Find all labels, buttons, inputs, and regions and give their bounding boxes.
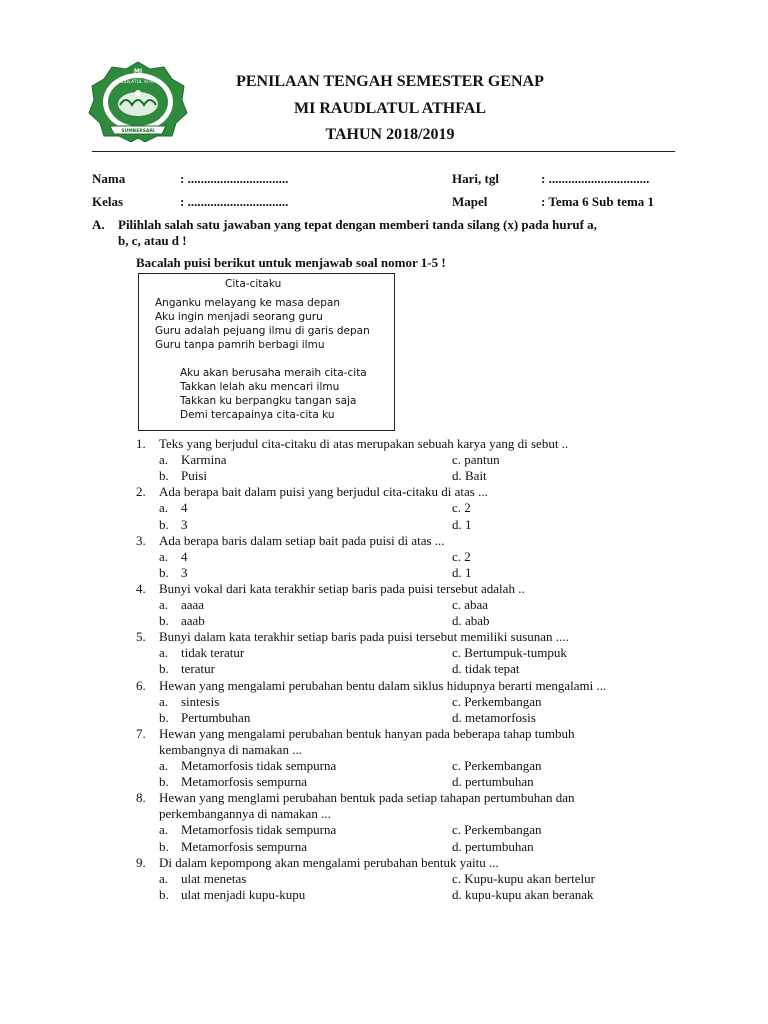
section-letter: A. bbox=[92, 217, 105, 232]
logo-ribbon-text: SUMBERSARI bbox=[121, 129, 155, 134]
option-b-marker[interactable]: b. bbox=[159, 564, 169, 580]
option-a[interactable]: tidak teratur bbox=[181, 645, 245, 661]
logo-arc-text: RAUDLATUL ATHFAL bbox=[115, 80, 161, 85]
hari-field[interactable]: : ............................... bbox=[541, 171, 650, 186]
option-a-marker[interactable]: a. bbox=[159, 758, 169, 773]
nama-label: Nama bbox=[92, 171, 126, 186]
question-text: Bunyi vokal dari kata terakhir setiap baris pada puisi tersebut adalah .. bbox=[159, 580, 525, 596]
option-d[interactable]: d. abab bbox=[452, 613, 490, 629]
option-b[interactable]: Puisi bbox=[181, 468, 208, 484]
option-b[interactable]: 3 bbox=[181, 564, 188, 580]
header-divider bbox=[92, 151, 675, 152]
question-text: Ada berapa bait dalam puisi yang berjudul cita-citaku di atas ... bbox=[159, 484, 488, 500]
question-number: 3. bbox=[136, 532, 146, 548]
question-number: 6. bbox=[136, 677, 146, 693]
option-a-marker[interactable]: a. bbox=[159, 693, 169, 709]
option-d[interactable]: d. Bait bbox=[452, 468, 487, 484]
question-text: Hewan yang mengalami perubahan bentuk hanyan pada beberapa tahap tumbuh bbox=[159, 725, 575, 741]
poem-line: Demi tercapainya cita-cita ku bbox=[180, 409, 335, 421]
option-a-marker[interactable]: a. bbox=[159, 548, 169, 564]
option-a[interactable]: Metamorfosis tidak sempurna bbox=[181, 758, 337, 773]
option-c[interactable]: c. Perkembangan bbox=[452, 758, 542, 773]
option-a-marker[interactable]: a. bbox=[159, 500, 169, 516]
question-text: Hewan yang menglami perubahan bentuk pada setiap tahapan pertumbuhan dan bbox=[159, 790, 575, 806]
option-b[interactable]: teratur bbox=[181, 661, 215, 677]
option-b[interactable]: Pertumbuhan bbox=[181, 709, 251, 725]
section-instruction-line2: b, c, atau d ! bbox=[118, 233, 187, 248]
option-a-marker[interactable]: a. bbox=[159, 452, 169, 468]
question-text: Ada berapa baris dalam setiap bait pada puisi di atas ... bbox=[159, 532, 445, 548]
option-c[interactable]: c. abaa bbox=[452, 597, 489, 612]
question-text: Hewan yang mengalami perubahan bentu dalam siklus hidupnya berarti mengalami ... bbox=[159, 677, 607, 693]
header-title-1: PENILAAN TENGAH SEMESTER GENAP bbox=[236, 73, 544, 90]
poem-line: Guru tanpa pamrih berbagi ilmu bbox=[155, 339, 325, 351]
section-instruction-line1: Pilihlah salah satu jawaban yang tepat dengan memberi tanda silang (x) pada huruf a, bbox=[118, 217, 597, 232]
kelas-label: Kelas bbox=[92, 194, 124, 209]
option-d[interactable]: d. pertumbuhan bbox=[452, 774, 534, 790]
option-b[interactable]: aaab bbox=[181, 613, 205, 629]
poem-line: Takkan lelah aku mencari ilmu bbox=[180, 381, 340, 393]
poem-line: Aku akan berusaha meraih cita-cita bbox=[180, 367, 367, 379]
option-a[interactable]: aaaa bbox=[181, 597, 205, 612]
mapel-label: Mapel bbox=[452, 194, 488, 209]
option-a[interactable]: sintesis bbox=[181, 693, 220, 709]
option-c[interactable]: c. 2 bbox=[452, 500, 471, 516]
option-a-marker[interactable]: a. bbox=[159, 645, 169, 661]
question-number: 5. bbox=[136, 629, 146, 645]
option-a-marker[interactable]: a. bbox=[159, 597, 169, 612]
question-text: kembangnya di namakan ... bbox=[159, 741, 302, 757]
option-a-marker[interactable]: a. bbox=[159, 870, 169, 886]
option-a[interactable]: ulat menetas bbox=[181, 870, 247, 886]
option-c[interactable]: c. Perkembangan bbox=[452, 693, 542, 709]
poem-line: Anganku melayang ke masa depan bbox=[155, 297, 340, 309]
option-d[interactable]: d. 1 bbox=[452, 564, 472, 580]
option-b-marker[interactable]: b. bbox=[159, 468, 169, 484]
option-d[interactable]: d. metamorfosis bbox=[452, 709, 536, 725]
option-b-marker[interactable]: b. bbox=[159, 886, 169, 902]
option-d[interactable]: d. kupu-kupu akan beranak bbox=[452, 886, 594, 902]
option-c[interactable]: c. Kupu-kupu akan bertelur bbox=[452, 870, 595, 886]
question-text: Di dalam kepompong akan mengalami perubahan bentuk yaitu ... bbox=[159, 854, 499, 870]
poem-instruction: Bacalah puisi berikut untuk menjawab soal nomor 1-5 ! bbox=[136, 255, 446, 270]
poem-title: Cita-citaku bbox=[225, 278, 282, 290]
option-b[interactable]: Metamorfosis sempurna bbox=[181, 838, 308, 854]
question-number: 7. bbox=[136, 725, 146, 741]
poem-line: Guru adalah pejuang ilmu di garis depan bbox=[155, 325, 370, 337]
option-d[interactable]: d. pertumbuhan bbox=[452, 838, 534, 854]
option-a[interactable]: 4 bbox=[181, 500, 188, 516]
question-text: Teks yang berjudul cita-citaku di atas merupakan sebuah karya yang di sebut .. bbox=[159, 436, 569, 451]
option-b-marker[interactable]: b. bbox=[159, 774, 169, 790]
kelas-field[interactable]: : ............................... bbox=[180, 194, 289, 209]
option-b-marker[interactable]: b. bbox=[159, 516, 169, 532]
poem-line: Aku ingin menjadi seorang guru bbox=[155, 311, 323, 323]
option-d[interactable]: d. 1 bbox=[452, 516, 472, 532]
question-number: 4. bbox=[136, 580, 146, 596]
logo-top-text: MI bbox=[133, 68, 143, 75]
header-title-3: TAHUN 2018/2019 bbox=[325, 126, 455, 143]
question-number: 8. bbox=[136, 790, 146, 806]
question-text: Bunyi dalam kata terakhir setiap baris pada puisi tersebut memiliki susunan .... bbox=[159, 629, 569, 645]
option-b[interactable]: ulat menjadi kupu-kupu bbox=[181, 886, 306, 902]
option-a[interactable]: 4 bbox=[181, 548, 188, 564]
question-number: 9. bbox=[136, 854, 146, 870]
hari-label: Hari, tgl bbox=[452, 171, 499, 186]
option-d[interactable]: d. tidak tepat bbox=[452, 661, 520, 677]
question-number: 2. bbox=[136, 484, 146, 500]
option-b-marker[interactable]: b. bbox=[159, 838, 169, 854]
poem-line: Takkan ku berpangku tangan saja bbox=[180, 395, 357, 407]
option-a[interactable]: Karmina bbox=[181, 452, 227, 468]
option-c[interactable]: c. pantun bbox=[452, 452, 500, 468]
option-c[interactable]: c. Bertumpuk-tumpuk bbox=[452, 645, 567, 661]
option-b-marker[interactable]: b. bbox=[159, 661, 169, 677]
option-a-marker[interactable]: a. bbox=[159, 822, 169, 838]
option-b-marker[interactable]: b. bbox=[159, 613, 169, 629]
question-number: 1. bbox=[136, 436, 146, 451]
option-b-marker[interactable]: b. bbox=[159, 709, 169, 725]
option-c[interactable]: c. 2 bbox=[452, 548, 471, 564]
option-c[interactable]: c. Perkembangan bbox=[452, 822, 542, 838]
option-b[interactable]: Metamorfosis sempurna bbox=[181, 774, 308, 790]
option-a[interactable]: Metamorfosis tidak sempurna bbox=[181, 822, 337, 838]
question-text: perkembangannya di namakan ... bbox=[159, 806, 331, 822]
nama-field[interactable]: : ............................... bbox=[180, 171, 289, 186]
option-b[interactable]: 3 bbox=[181, 516, 188, 532]
mapel-value: : Tema 6 Sub tema 1 bbox=[541, 194, 655, 209]
header-title-2: MI RAUDLATUL ATHFAL bbox=[293, 100, 486, 117]
